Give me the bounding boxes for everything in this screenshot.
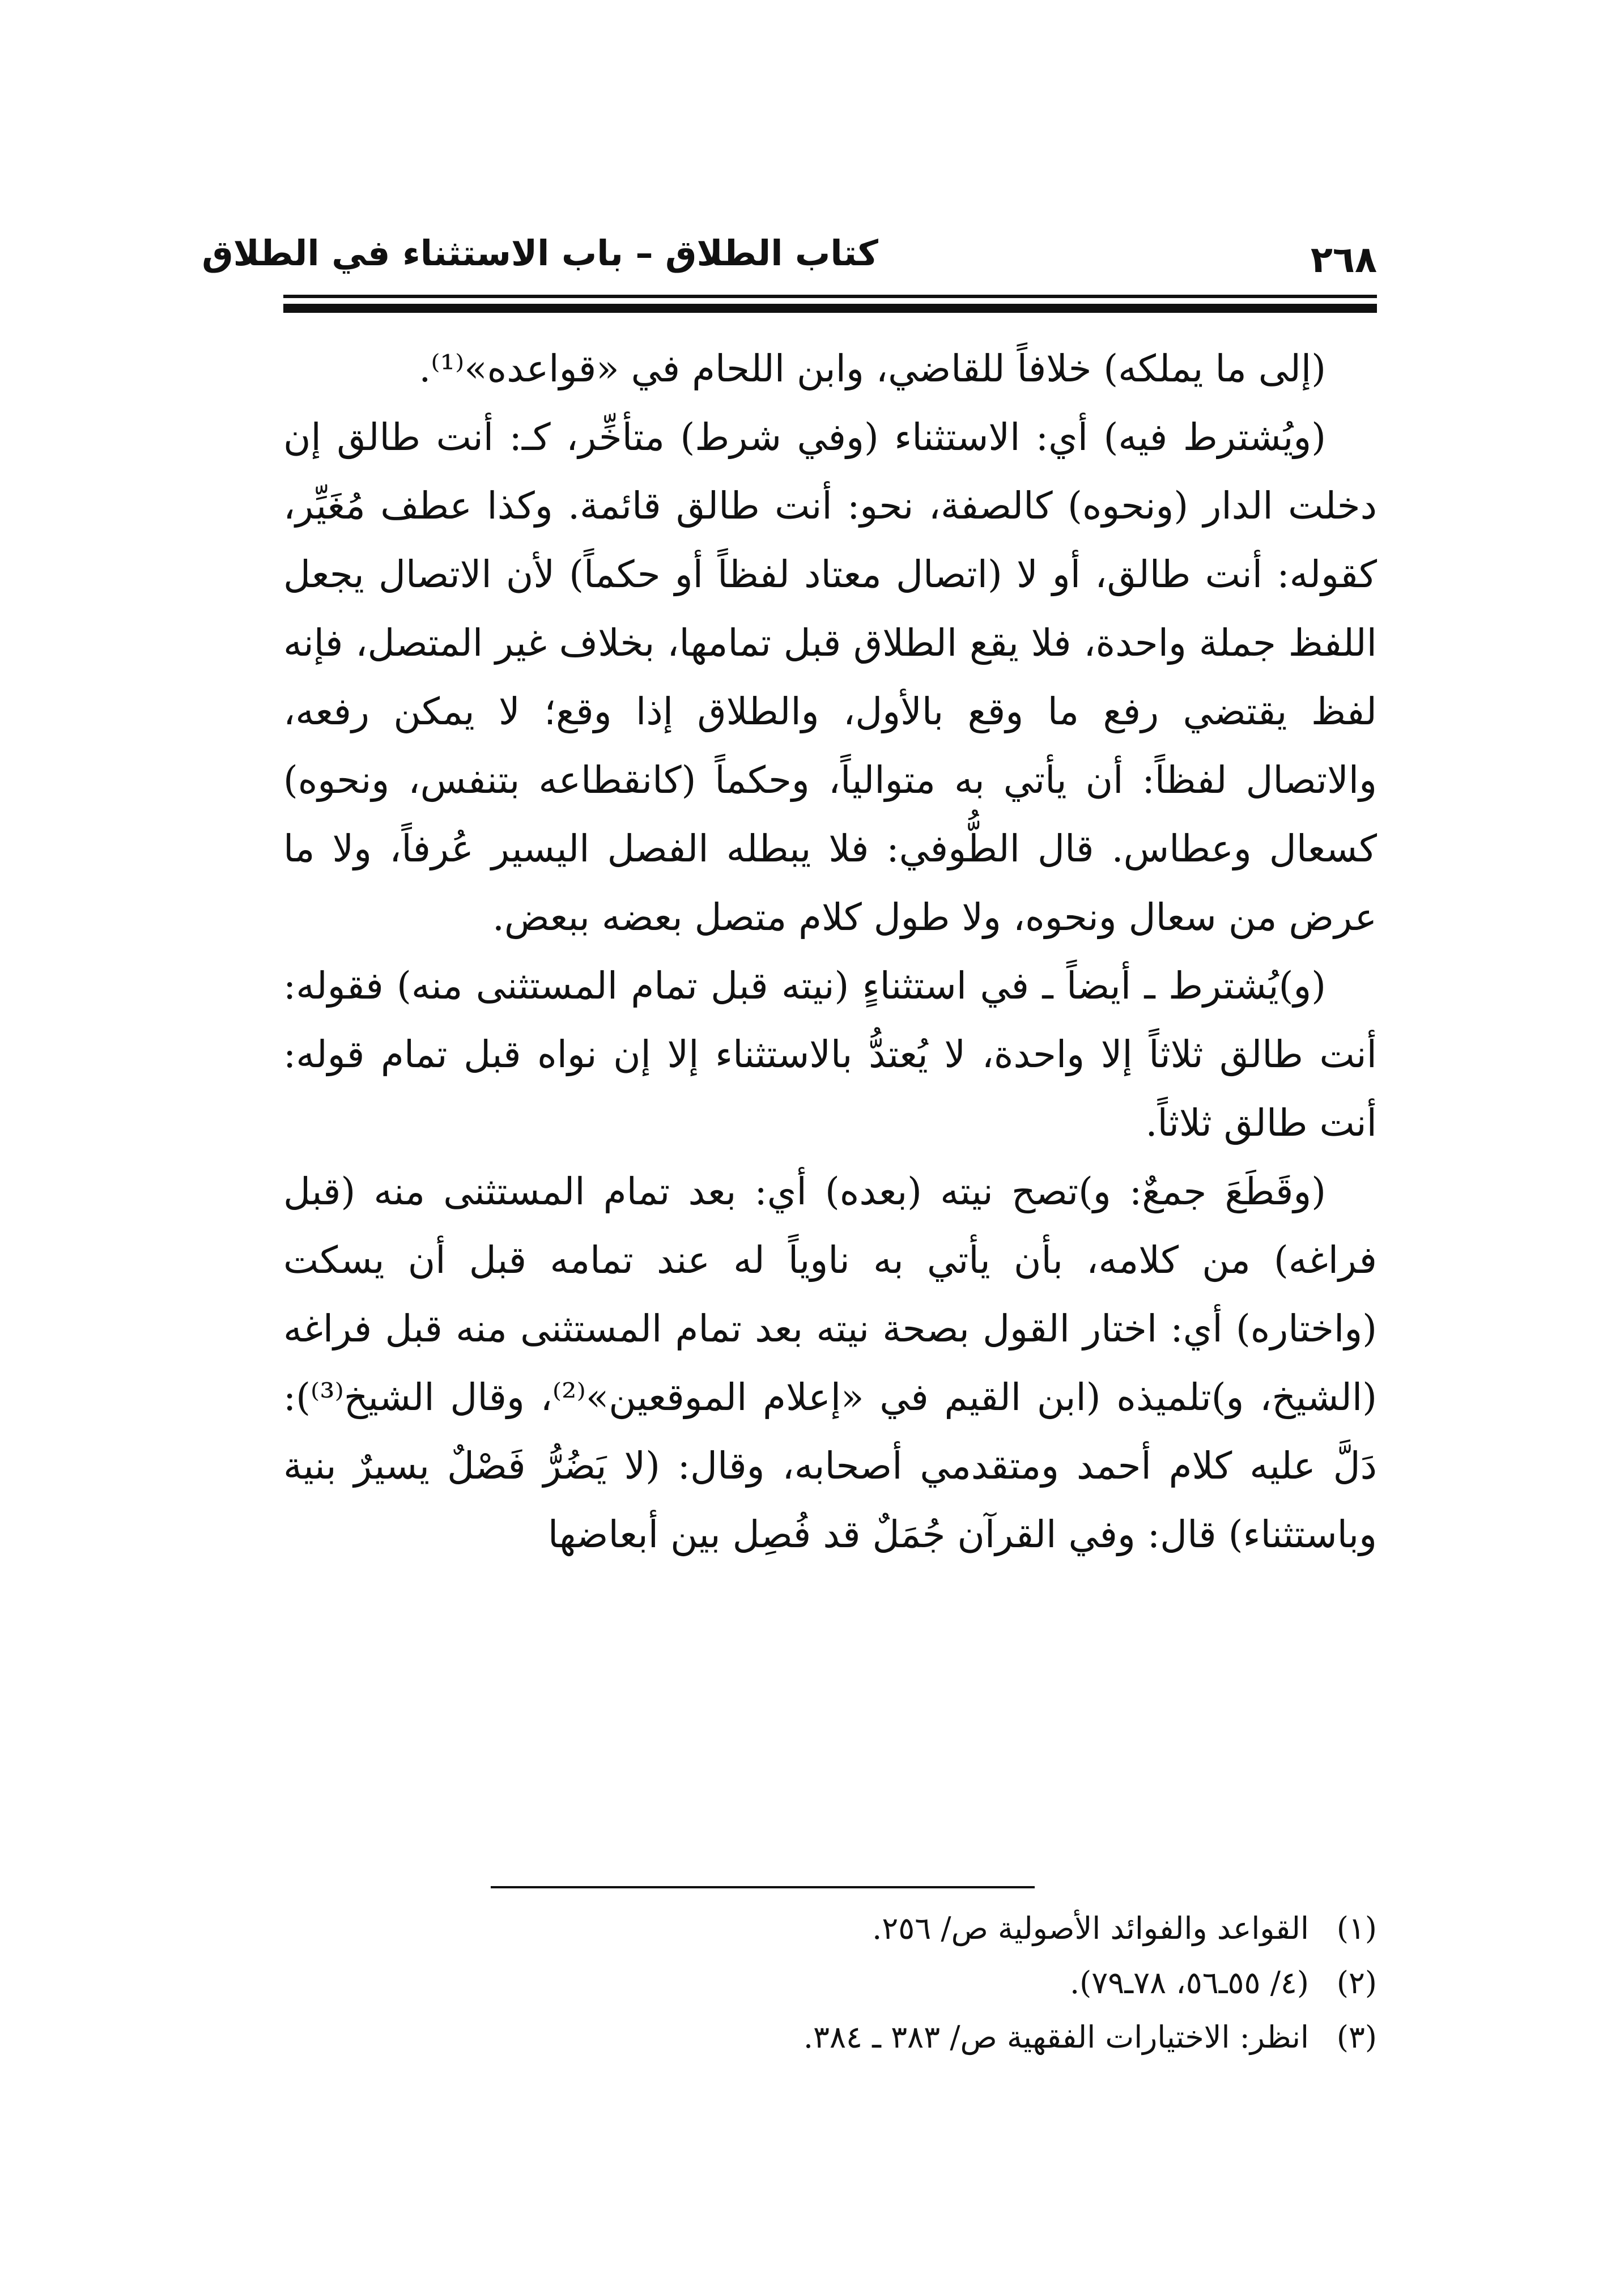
paragraph-1: (إلى ما يملكه) خلافاً للقاضي، وابن اللحام في «قواعده»⁽¹⁾. [419,347,1326,390]
footnote-text: انظر: الاختيارات الفقهية ص/ ٣٨٣ ـ ٣٨٤. [803,2019,1309,2055]
footnote-separator [491,1886,1035,1888]
running-header [202,227,1377,289]
footnote-text: (٤/ ٥٥ـ٥٦، ٧٨ـ٧٩). [1070,1965,1309,2001]
chapter-title: كتاب الطلاق – باب الاستثناء في الطلاق [202,232,878,274]
footnote-text: القواعد والفوائد الأصولية ص/ ٢٥٦. [872,1910,1309,1946]
header-rule-thick [283,304,1377,313]
footnotes [283,1901,1377,2065]
footnote-number: (٢) [1336,1965,1377,2001]
footnote-3 [283,2010,1377,2065]
footnote-1 [283,1901,1377,1956]
paragraph-3: (و)يُشترط ـ أيضاً ـ في استثناءٍ (نيته قبل تمام المستثنى منه) فقوله: أنت طالق ثلاثاً إلا واحدة، لا يُعتدُّ بالاستثناء إلا إن نواه قبل تمام قوله: أنت طالق ثلاثاً. [283,964,1377,1145]
header-rule-thin [283,295,1377,298]
paragraph-2: (ويُشترط فيه) أي: الاستثناء (وفي شرط) متأخِّر، كـ: أنت طالق إن دخلت الدار (ونحوه) كالصفة، نحو: أنت طالق قائمة. وكذا عطف مُغَيِّر، كقوله: أنت طالق، أو لا (اتصال معتاد لفظاً أو حكماً) لأن الاتصال يجعل اللفظ جملة واحدة، فلا يقع الطلاق قبل تمامها، بخلاف غير المتصل، فإنه لفظ يقتضي رفع ما وقع بالأول، والطلاق إذا وقع؛ لا يمكن رفعه، والاتصال لفظاً: أن يأتي به متوالياً، وحكماً (كانقطاعه بتنفس، ونحوه) كسعال وعطاس. قال الطُّوفي: فلا يبطله الفصل اليسير عُرفاً، ولا ما عرض من سعال ونحوه، ولا طول كلام متصل بعضه ببعض. [283,415,1377,939]
paragraph-4: (وقَطَعَ جمعٌ: و)تصح نيته (بعده) أي: بعد تمام المستثنى منه (قبل فراغه) من كلامه، بأن يأتي به ناوياً له عند تمامه قبل أن يسكت (واختاره) أي: اختار القول بصحة نيته بعد تمام المستثنى منه قبل فراغه (الشيخ، و)تلميذه (ابن القيم في «إعلام الموقعين»⁽²⁾، وقال الشيخ⁽³⁾): دَلَّ عليه كلام أحمد ومتقدمي أصحابه، وقال: (لا يَضُرُّ فَصْلٌ يسيرٌ بنية وباستثناء) قال: وفي القرآن جُمَلٌ قد فُصِل بين أبعاضها [283,1170,1377,1556]
footnote-number: (١) [1336,1910,1377,1946]
footnote-number: (٣) [1336,2019,1377,2055]
main-text [283,334,1377,1569]
page-number: ٢٦٨ [1310,239,1377,281]
footnote-2 [283,1956,1377,2010]
